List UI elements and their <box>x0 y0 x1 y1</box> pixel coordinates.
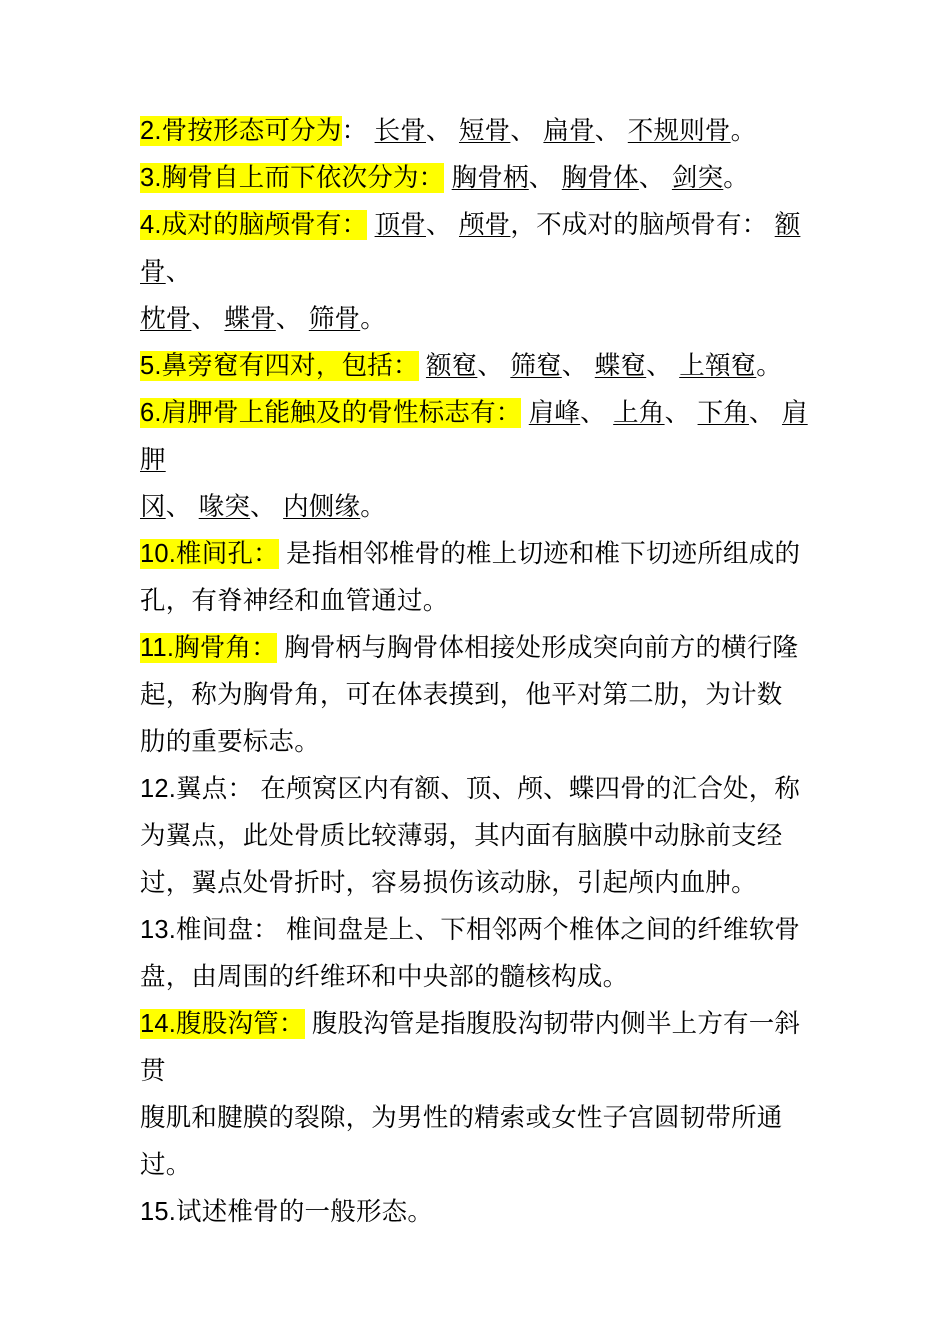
highlighted-text: 14.腹股沟管： <box>140 1010 305 1038</box>
underlined-text: 额骨 <box>140 211 801 286</box>
highlighted-text: 10.椎间孔： <box>140 540 279 568</box>
body-text: 过。 <box>140 1151 192 1179</box>
body-text: 、 <box>165 258 192 286</box>
body-text: 13.椎间盘： 椎间盘是上、下相邻两个椎体之间的纤维软骨 <box>140 916 801 944</box>
underlined-text: 肩峰 <box>528 399 581 427</box>
underlined-text: 蝶窇 <box>594 352 647 380</box>
body-text: 、 <box>425 117 459 145</box>
body-text: 腹肌和腱膜的裂隙，为男性的精索或女性子宫圆韧带所通 <box>140 1104 783 1132</box>
document-body <box>140 108 822 1236</box>
underlined-text: 枕骨 <box>140 305 192 333</box>
body-text: 盘，由周围的纤维环和中央部的髓核构成。 <box>140 963 629 991</box>
body-text: 、 <box>664 399 698 427</box>
body-text <box>419 352 426 380</box>
underlined-text: 冈 <box>140 493 166 521</box>
underlined-text: 胸骨体 <box>561 164 639 192</box>
highlighted-text: 5.鼻旁窇有四对，包括： <box>140 352 419 380</box>
body-text: 12.翼点： 在颅窝区内有额、顶、颅、蝶四骨的汇合处，称 <box>140 775 801 803</box>
underlined-text: 剑突 <box>671 164 724 192</box>
underlined-text: 内侧缘 <box>283 493 361 521</box>
paragraph-p4 <box>140 202 822 343</box>
body-text: 孔，有脊神经和血管通过。 <box>140 587 449 615</box>
paragraph-p14b <box>140 1095 822 1189</box>
body-text: 。 <box>723 164 749 192</box>
body-text: 、 <box>580 399 614 427</box>
underlined-text: 下角 <box>697 399 749 427</box>
body-text: 贯 <box>140 1057 166 1085</box>
highlighted-text: 3.胸骨自上而下依次分为： <box>140 164 445 192</box>
paragraph-p10 <box>140 531 822 625</box>
body-text: 过，翼点处骨折时，容易损伤该动脉，引起颅内血肿。 <box>140 869 757 897</box>
underlined-text: 长骨 <box>374 117 426 145</box>
paragraph-p11 <box>140 625 822 766</box>
underlined-text: 胸骨柄 <box>451 164 529 192</box>
body-text: 肋的重要标志。 <box>140 728 320 756</box>
body-text: 、 <box>594 117 628 145</box>
body-text: 、 <box>165 493 199 521</box>
highlighted-text: 11.胸骨角： <box>140 634 277 662</box>
body-text: 。 <box>730 117 757 145</box>
paragraph-p13 <box>140 907 822 1001</box>
paragraph-p12 <box>140 766 822 907</box>
underlined-text: 短骨 <box>458 117 511 145</box>
paragraph-p6 <box>140 390 822 531</box>
body-text: 腹股沟管是指腹股沟韧带内侧半上方有一斜 <box>304 1010 801 1038</box>
highlighted-text: 6.肩胛骨上能触及的骨性标志有： <box>140 399 522 427</box>
body-text <box>444 164 451 192</box>
body-text: 胸骨柄与胸骨体相接处形成突向前方的横行隆 <box>276 634 799 662</box>
body-text: 、 <box>561 352 595 380</box>
body-text: 、 <box>191 305 225 333</box>
body-text: ，不成对的脑颅骨有： <box>510 211 775 239</box>
underlined-text: 扁骨 <box>543 117 595 145</box>
body-text: 、 <box>638 164 672 192</box>
underlined-text: 颅骨 <box>458 211 511 239</box>
underlined-text: 上顇窇 <box>679 352 757 380</box>
paragraph-p15 <box>140 1189 822 1236</box>
paragraph-p14 <box>140 1001 822 1095</box>
body-text: 15.试述椎骨的一般形态。 <box>140 1198 434 1226</box>
paragraph-p3 <box>140 155 822 202</box>
body-text: 、 <box>646 352 680 380</box>
body-text: 。 <box>360 305 386 333</box>
body-text: 、 <box>510 117 544 145</box>
body-text: 、 <box>275 305 309 333</box>
body-text <box>367 211 374 239</box>
underlined-text: 上角 <box>613 399 665 427</box>
body-text: ： <box>341 117 375 145</box>
body-text: 起，称为胸骨角，可在体表摸到，他平对第二肋，为计数 <box>140 681 783 709</box>
highlighted-text: 2.骨按形态可分为 <box>140 117 342 145</box>
underlined-text: 喙突 <box>198 493 251 521</box>
body-text: 。 <box>756 352 782 380</box>
paragraph-p5 <box>140 343 822 390</box>
body-text: 、 <box>477 352 511 380</box>
underlined-text: 蝶骨 <box>224 305 276 333</box>
underlined-text: 顶骨 <box>374 211 426 239</box>
underlined-text: 肩胛 <box>140 399 808 474</box>
body-text: 、 <box>250 493 284 521</box>
body-text: 。 <box>360 493 386 521</box>
underlined-text: 筛骨 <box>308 305 361 333</box>
body-text: 是指相邻椎骨的椎上切迹和椎下切迹所组成的 <box>278 540 801 568</box>
body-text: 、 <box>528 164 562 192</box>
underlined-text: 筛窇 <box>510 352 562 380</box>
body-text: 、 <box>425 211 459 239</box>
underlined-text: 不规则骨 <box>627 117 731 145</box>
underlined-text: 额窇 <box>425 352 478 380</box>
body-text: 为翼点，此处骨质比较薄弱，其内面有脑膜中动脉前支经 <box>140 822 783 850</box>
highlighted-text: 4.成对的脑颅骨有： <box>140 211 368 239</box>
body-text: 、 <box>748 399 782 427</box>
body-text <box>521 399 528 427</box>
paragraph-p2 <box>140 108 822 155</box>
